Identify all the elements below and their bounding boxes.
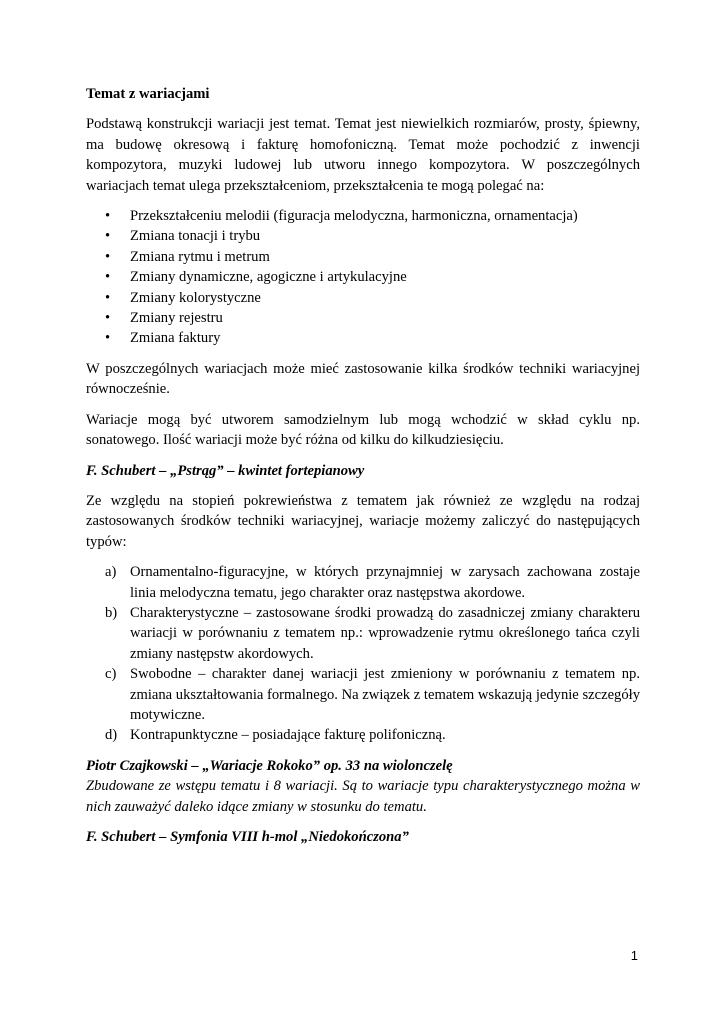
intro-paragraph: Podstawą konstrukcji wariacji jest temat. Temat jest niewielkich rozmiarów, prosty, śpiewny, ma budowę okresową i fakturę homofoniczną. Temat może pochodzić z inwencji kompozytora, muzyki ludowej lub utworu innego kompozytora. W poszczególnych wariacjach temat ulega przekształceniom, przekształcenia te mogą polegać na: (86, 116, 640, 194)
bullet-icon: • (105, 269, 111, 286)
list-item-text: Zmiana faktury (130, 330, 221, 347)
list-item-text: Przekształceniu melodii (figuracja melodyczna, harmoniczna, ornamentacja) (130, 208, 578, 225)
bullet-icon: • (105, 289, 111, 306)
list-item (86, 226, 640, 246)
list-item (86, 308, 640, 328)
bullet-icon: • (105, 330, 111, 347)
cycle-paragraph: Wariacje mogą być utworem samodzielnym lub mogą wchodzić w skład cyklu np. sonatowego. Ilość wariacji może być różna od kilku do kilkudziesięciu. (86, 411, 640, 449)
list-marker: b) (105, 604, 118, 621)
section-title-schubert-symphony: F. Schubert – Symfonia VIII h-mol „Niedokończona” (86, 829, 409, 845)
bullet-icon: • (105, 228, 111, 245)
tchaikovsky-paragraph: Zbudowane ze wstępu tematu i 8 wariacji. Są to wariacje typu charakterystycznego można w nich zauważyć daleko idące zmiany w stosunku do tematu. (86, 778, 640, 815)
list-item (86, 288, 640, 308)
transformation-list (86, 206, 640, 349)
list-item-text: Zmiany kolorystyczne (130, 289, 261, 306)
bullet-icon: • (105, 248, 111, 265)
list-item (86, 328, 640, 348)
list-item (86, 562, 640, 603)
types-paragraph: Ze względu na stopień pokrewieństwa z tematem jak również ze względu na rodzaj zastosowanych środków techniki wariacyjnej, wariacje możemy zaliczyć do następujących typów: (86, 492, 640, 550)
list-marker: a) (105, 564, 117, 581)
types-list (86, 562, 640, 746)
list-item (86, 725, 640, 745)
list-item (86, 664, 640, 725)
simultaneous-paragraph: W poszczególnych wariacjach może mieć zastosowanie kilka środków techniki wariacyjnej równocześnie. (86, 360, 640, 398)
document-page (86, 84, 640, 857)
list-item (86, 247, 640, 267)
bullet-icon: • (105, 208, 111, 225)
list-item (86, 206, 640, 226)
list-item-text: Zmiany dynamiczne, agogiczne i artykulacyjne (130, 269, 407, 286)
document-heading: Temat z wariacjami (86, 86, 210, 102)
list-marker: d) (105, 727, 118, 744)
page-number: 1 (630, 948, 638, 963)
section-title-schubert-trout: F. Schubert – „Pstrąg” – kwintet fortepianowy (86, 462, 365, 479)
list-marker: c) (105, 666, 117, 683)
list-item-text: Swobodne – charakter danej wariacji jest zmieniony w porównaniu z tematem np. zmiana ukształtowania formalnego. Na związek z tematem wskazują jedynie szczegóły motywiczne. (130, 666, 640, 723)
list-item-text: Zmiany rejestru (130, 310, 223, 327)
list-item-text: Zmiana tonacji i trybu (130, 228, 261, 245)
list-item (86, 267, 640, 287)
section-title-tchaikovsky: Piotr Czajkowski – „Wariacje Rokoko” op. 33 na wiolonczelę (86, 757, 453, 774)
bullet-icon: • (105, 310, 111, 327)
list-item-text: Charakterystyczne – zastosowane środki prowadzą do zasadniczej zmiany charakteru wariacji w porównaniu z tematem np.: wprowadzenie rytmu określonego tańca czyli zmiany następstw akordowych. (130, 604, 640, 662)
list-item-text: Kontrapunktyczne – posiadające fakturę polifoniczną. (130, 727, 446, 744)
list-item-text: Zmiana rytmu i metrum (130, 248, 270, 265)
list-item-text: Ornamentalno-figuracyjne, w których przynajmniej w zarysach zachowana zostaje linia melodyczna tematu, jego charakter oraz następstwa akordowe. (130, 564, 640, 601)
list-item (86, 603, 640, 664)
